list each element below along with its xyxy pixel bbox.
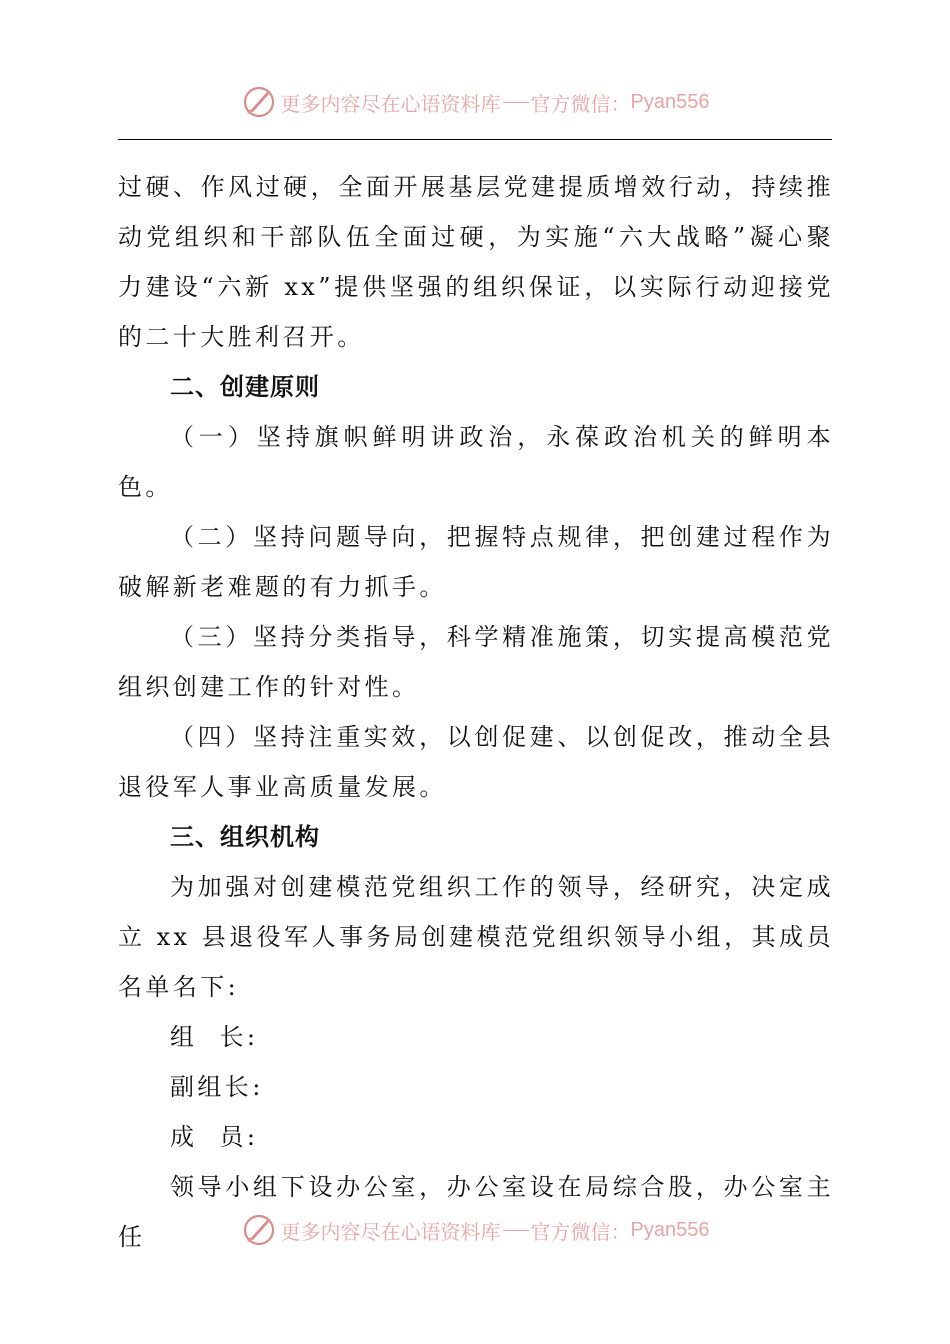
quill-logo-icon xyxy=(241,1212,277,1248)
watermark-footer xyxy=(0,1210,950,1250)
watermark-wechat-id: Pyan556 xyxy=(630,1218,710,1241)
watermark-site-name: 更多内容尽在心语资料库 xyxy=(280,91,501,116)
quill-logo-icon xyxy=(241,84,277,120)
principle-3: （三）坚持分类指导，科学精准施策，切实提高模范党组织创建工作的针对性。 xyxy=(118,623,834,701)
principle-2: （二）坚持问题导向，把握特点规律，把创建过程作为破解新老难题的有力抓手。 xyxy=(118,523,834,601)
watermark-wechat-label: 官方微信： xyxy=(530,91,631,116)
watermark-dash xyxy=(503,102,529,103)
principle-1: （一）坚持旗帜鲜明讲政治，永葆政治机关的鲜明本色。 xyxy=(118,423,834,501)
organization-paragraph: 为加强对创建模范党组织工作的领导，经研究，决定成立 xx 县退役军人事务局创建模范党组织领导小组，其成员名单名下: xyxy=(118,873,834,1001)
section-heading-organization: 三、组织机构 xyxy=(170,823,320,851)
watermark-header xyxy=(0,82,950,122)
principle-4: （四）坚持注重实效，以创促建、以创促改，推动全县退役军人事业高质量发展。 xyxy=(118,723,834,801)
header-rule xyxy=(118,139,832,140)
members-line: 成 员: xyxy=(170,1123,259,1151)
watermark-wechat-id: Pyan556 xyxy=(630,90,710,113)
deputy-leader-line: 副组长: xyxy=(170,1073,264,1101)
watermark-dash xyxy=(503,1230,529,1231)
intro-paragraph: 过硬、作风过硬，全面开展基层党建提质增效行动，持续推动党组织和干部队伍全面过硬，为实施“六大战略”凝心聚力建设“六新 xx”提供坚强的组织保证，以实际行动迎接党的二十大胜利召开。 xyxy=(118,173,834,351)
section-heading-principles: 二、创建原则 xyxy=(170,373,320,401)
watermark-wechat-label: 官方微信： xyxy=(530,1219,631,1244)
leader-line: 组 长: xyxy=(170,1023,259,1051)
document-body xyxy=(118,162,834,1262)
watermark-site-name: 更多内容尽在心语资料库 xyxy=(280,1219,501,1244)
office-paragraph: 领导小组下设办公室，办公室设在局综合股，办公室主任 xyxy=(118,1173,834,1251)
